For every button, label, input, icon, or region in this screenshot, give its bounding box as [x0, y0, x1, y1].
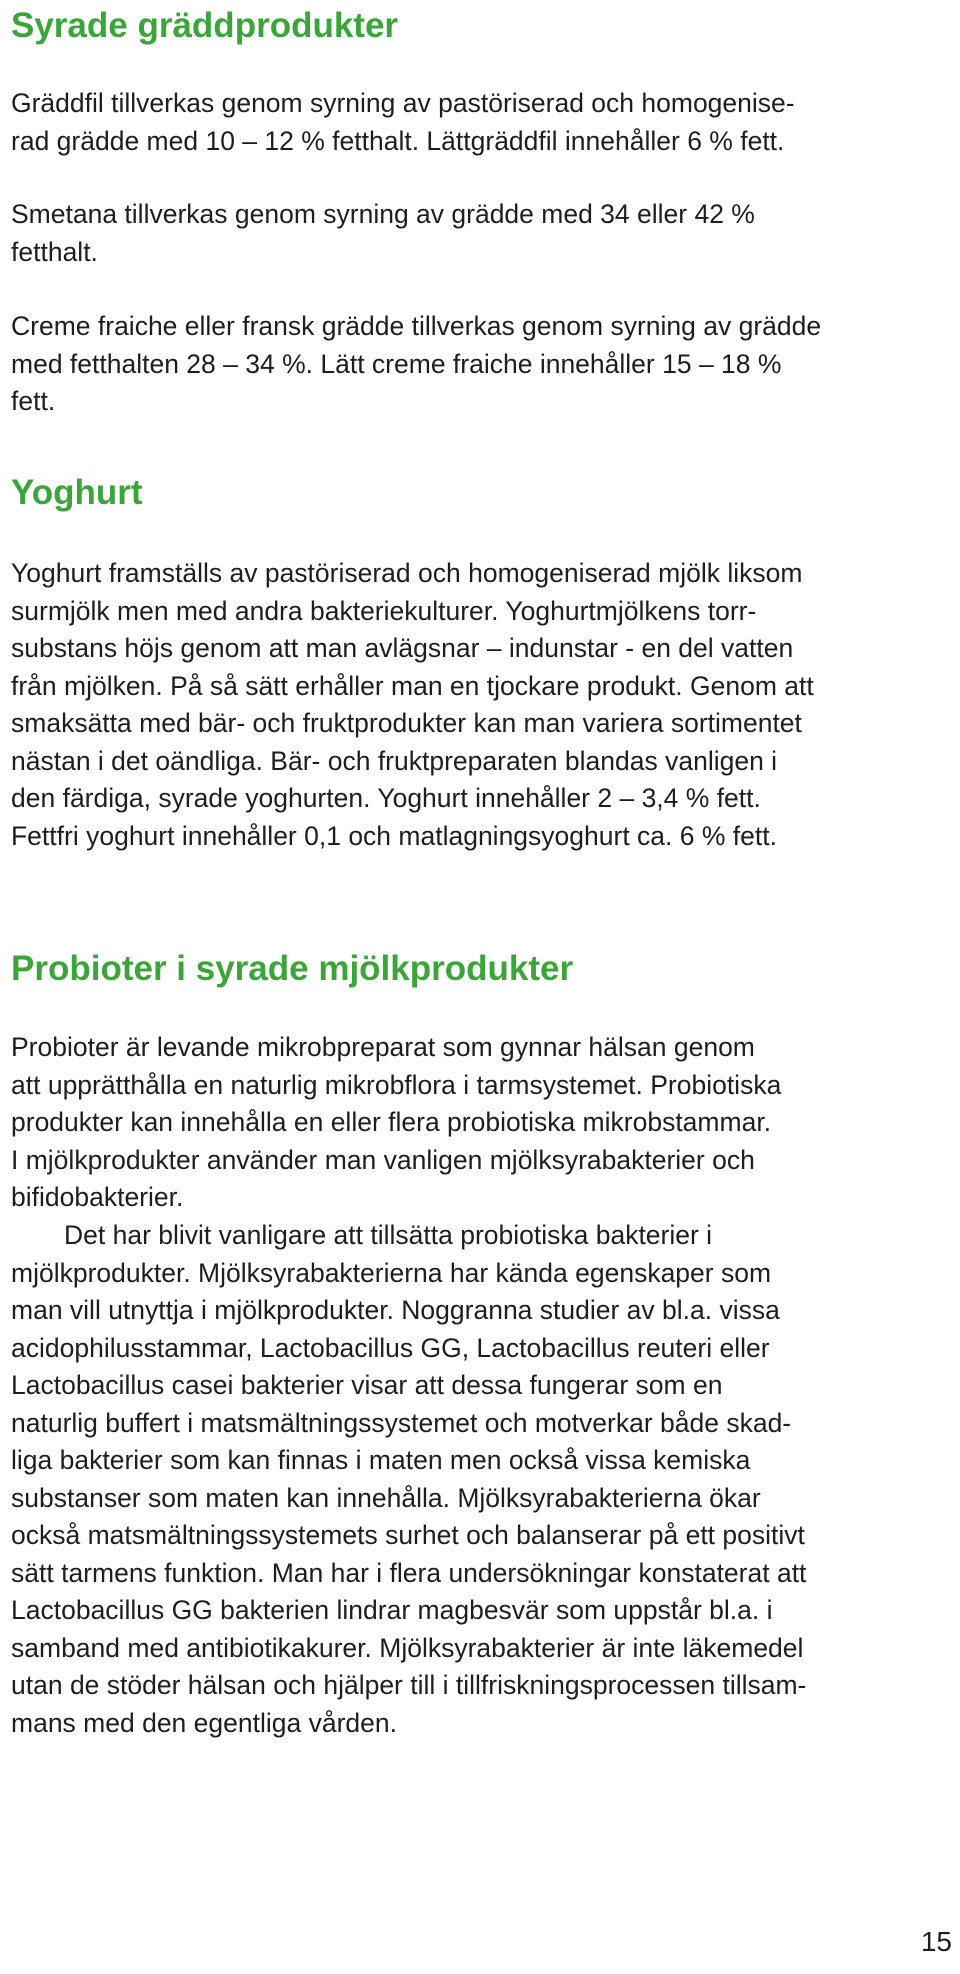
paragraph-creme-fraiche: Creme fraiche eller fransk grädde tillverkas genom syrning av grädde med fetthalten 28 – 34 %. Lätt creme fraiche innehåller 15 – 18 % fett. — [11, 311, 822, 416]
paragraph-probioter-detail — [11, 1217, 955, 1742]
section-heading-yoghurt: Yoghurt — [11, 473, 143, 512]
section-heading-probioter: Probioter i syrade mjölkprodukter — [11, 949, 574, 988]
paragraph-smetana: Smetana tillverkas genom syrning av grädde med 34 eller 42 % fetthalt. — [11, 199, 755, 267]
paragraph-graddfil: Gräddfil tillverkas genom syrning av pastöriserad och homogenise- rad grädde med 10 – 12 % fetthalt. Lättgräddfil innehåller 6 % fett. — [11, 88, 795, 156]
paragraph-probioter-detail-text: Det har blivit vanligare att tillsätta probiotiska bakterier i mjölkprodukter. Mjölksyrabakterierna har kända egenskaper som man vill utnyttja i mjölkprodukter. Noggranna studier av bl.a. vissa acidophilusstammar, Lactobacillus GG, Lactobacillus reuteri eller Lactobacillus casei bakterier visar att dessa fungerar som en naturlig buffert i matsmältningssystemet och motverkar både skad- liga bakterier som kan finnas i maten men också vissa kemiska substanser som maten kan innehålla. Mjölksyrabakterierna ökar också matsmältningssystemets surhet och balanserar på ett positivt sätt tarmens funktion. Man har i flera undersökningar konstaterat att Lactobacillus GG bakterien lindrar magbesvär som uppstår bl.a. i samband med antibiotikakurer. Mjölksyrabakterier är inte läkemedel utan de stöder hälsan och hjälper till i tillfriskningsprocessen tillsam- mans med den egentliga vården. — [11, 1220, 807, 1738]
paragraph-yoghurt: Yoghurt framställs av pastöriserad och homogeniserad mjölk liksom surmjölk men med andra bakteriekulturer. Yoghurtmjölkens torr- substans höjs genom att man avlägsnar – indunstar - en del vatten från mjölken. På så sätt erhåller man en tjockare produkt. Genom att smaksätta med bär- och fruktprodukter kan man variera sortimentet nästan i det oändliga. Bär- och fruktpreparaten blandas vanligen i den färdiga, syrade yoghurten. Yoghurt innehåller 2 – 3,4 % fett. Fettfri yoghurt innehåller 0,1 och matlagningsyoghurt ca. 6 % fett. — [11, 558, 814, 851]
page-number: 15 — [920, 1926, 952, 1957]
section-heading-syrade-graddprodukter: Syrade gräddprodukter — [11, 6, 399, 45]
paragraph-probioter-intro: Probioter är levande mikrobpreparat som gynnar hälsan genom att upprätthålla en naturlig mikrobflora i tarmsystemet. Probiotiska produkter kan innehålla en eller flera probiotiska mikrobstammar. I mjölkprodukter använder man vanligen mjölksyrabakterier och bifidobakterier. — [11, 1032, 782, 1212]
